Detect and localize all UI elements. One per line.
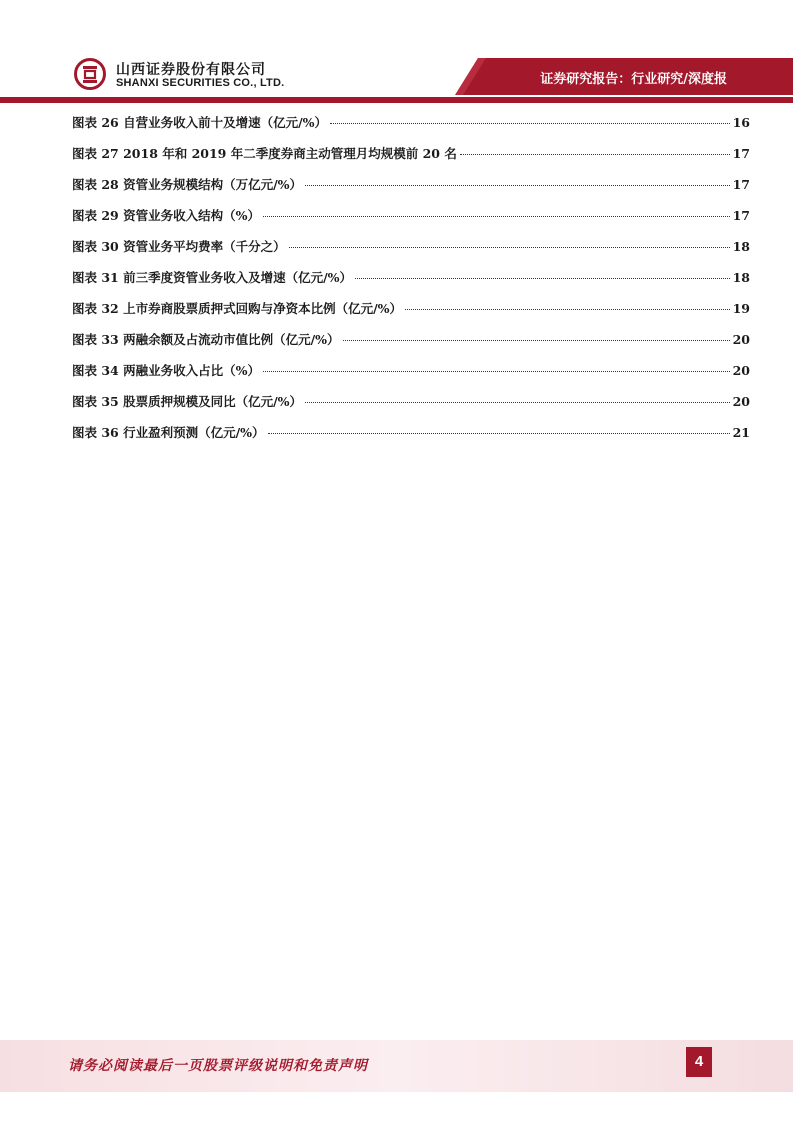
company-name-en: SHANXI SECURITIES CO., LTD. [116, 77, 285, 89]
toc-label: 图表 32 上市券商股票质押式回购与净资本比例（亿元/%） [72, 301, 403, 316]
toc-leader-dots [405, 309, 730, 310]
logo-seal-icon [74, 58, 106, 90]
toc-page-number: 18 [732, 270, 750, 285]
toc-row[interactable] [72, 113, 750, 144]
toc-page-number: 16 [732, 115, 750, 130]
toc-page-number: 20 [732, 363, 750, 378]
page-number: 4 [686, 1047, 712, 1077]
toc-label: 图表 35 股票质押规模及同比（亿元/%） [72, 394, 303, 409]
toc-page-number: 21 [732, 425, 750, 440]
toc-page-number: 20 [732, 332, 750, 347]
toc-page-number: 19 [732, 301, 750, 316]
figure-index [72, 113, 750, 454]
toc-leader-dots [263, 371, 730, 372]
toc-row[interactable] [72, 144, 750, 175]
company-logo [74, 58, 374, 98]
toc-row[interactable] [72, 423, 750, 454]
toc-leader-dots [263, 216, 730, 217]
page-header [0, 0, 793, 110]
toc-row[interactable] [72, 361, 750, 392]
toc-row[interactable] [72, 206, 750, 237]
toc-page-number: 17 [732, 177, 750, 192]
company-name-cn: 山西证券股份有限公司 [116, 62, 266, 78]
toc-leader-dots [460, 154, 730, 155]
toc-label: 图表 27 2018 年和 2019 年二季度券商主动管理月均规模前 20 名 [72, 146, 457, 161]
toc-leader-dots [305, 185, 730, 186]
toc-label: 图表 34 两融业务收入占比（%） [72, 363, 260, 378]
toc-row[interactable] [72, 392, 750, 423]
toc-row[interactable] [72, 237, 750, 268]
toc-label: 图表 31 前三季度资管业务收入及增速（亿元/%） [72, 270, 353, 285]
toc-label: 图表 26 自营业务收入前十及增速（亿元/%） [72, 115, 328, 130]
toc-leader-dots [355, 278, 730, 279]
footer-disclaimer: 请务必阅读最后一页股票评级说明和免责声明 [68, 1058, 368, 1074]
toc-leader-dots [305, 402, 730, 403]
toc-page-number: 17 [732, 146, 750, 161]
toc-page-number: 18 [732, 239, 750, 254]
toc-row[interactable] [72, 268, 750, 299]
toc-label: 图表 33 两融余额及占流动市值比例（亿元/%） [72, 332, 340, 347]
toc-label: 图表 30 资管业务平均费率（千分之） [72, 239, 286, 254]
toc-leader-dots [268, 433, 730, 434]
toc-leader-dots [289, 247, 730, 248]
toc-leader-dots [330, 123, 730, 124]
toc-page-number: 20 [732, 394, 750, 409]
report-title: 证券研究报告：行业研究/深度报 [540, 72, 727, 87]
toc-row[interactable] [72, 330, 750, 361]
toc-label: 图表 28 资管业务规模结构（万亿元/%） [72, 177, 303, 192]
toc-leader-dots [343, 340, 730, 341]
toc-row[interactable] [72, 299, 750, 330]
toc-page-number: 17 [732, 208, 750, 223]
toc-label: 图表 36 行业盈利预测（亿元/%） [72, 425, 265, 440]
toc-row[interactable] [72, 175, 750, 206]
toc-label: 图表 29 资管业务收入结构（%） [72, 208, 260, 223]
